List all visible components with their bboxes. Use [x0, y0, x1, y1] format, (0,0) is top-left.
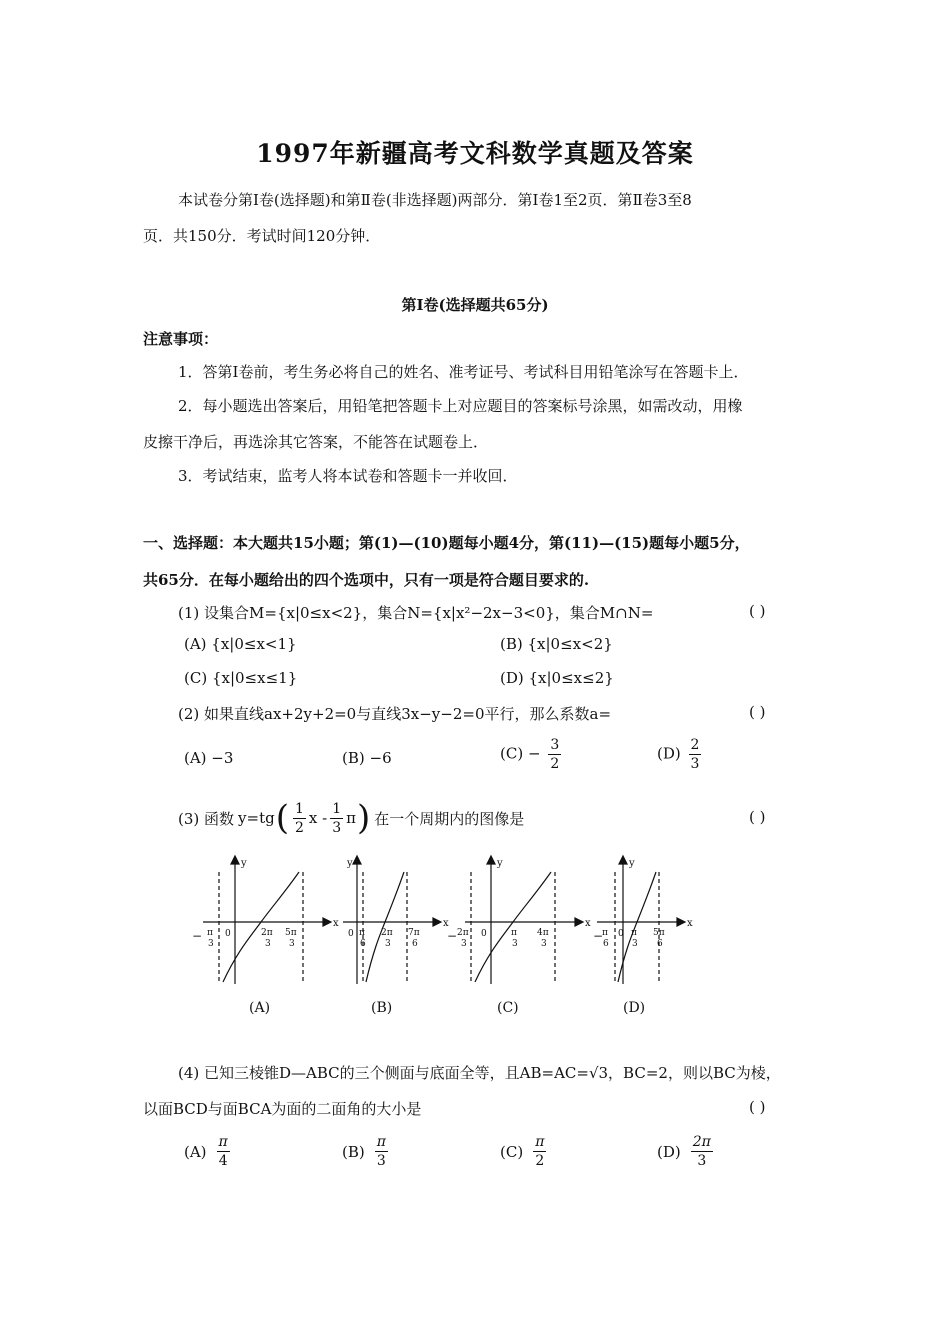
q2-option-c-fraction — [548, 738, 561, 771]
q2-option-d-label: (D) — [657, 744, 681, 763]
section1-line-1: 一、选择题：本大题共15小题；第(1)—(10)题每小题4分，第(11)—(15)题每小题5分， — [143, 534, 750, 552]
q3-graphs — [185, 852, 705, 1022]
page-title: 1997年新疆高考文科数学真题及答案 — [256, 139, 694, 168]
fraction-numerator: π — [376, 1134, 386, 1150]
intro-line-1: 本试卷分第Ⅰ卷(选择题)和第Ⅱ卷(非选择题)两部分．第Ⅰ卷1至2页．第Ⅱ卷3至8 — [178, 191, 692, 209]
tick-b-2-den: 3 — [385, 939, 391, 949]
graph-c-x-label: x — [585, 918, 591, 929]
graph-d-caption: (D) — [623, 1000, 646, 1016]
fraction-numerator: π — [535, 1134, 545, 1150]
fraction-denominator: 3 — [332, 819, 342, 836]
q3-fraction-2 — [330, 802, 343, 835]
q4-answer-paren: ( ) — [749, 1098, 766, 1116]
fraction-numerator: 3 — [550, 737, 560, 753]
q2-option-d-fraction — [689, 738, 702, 771]
notice-item-3: 3．考试结束，监考人将本试卷和答题卡一并收回． — [178, 467, 518, 485]
fraction-numerator: π — [218, 1134, 228, 1150]
tick-d-1-num: π — [602, 928, 608, 938]
q4-option-d-fraction — [691, 1135, 713, 1168]
q4-line-1: (4) 已知三棱锥D—ABC的三个侧面与底面全等，且AB=AC=√3，BC=2，则以BC为棱， — [178, 1064, 781, 1082]
fraction-denominator: 2 — [294, 819, 304, 836]
tick-b-zero: 0 — [348, 929, 354, 939]
q2-option-c — [500, 738, 564, 771]
tick-c-1-den: 3 — [461, 939, 467, 949]
tick-c-3-den: 3 — [541, 939, 547, 949]
tick-c-3-num: 4π — [537, 928, 549, 938]
q4-option-c — [500, 1135, 549, 1168]
q3-mid: x - — [308, 809, 328, 827]
tick-a-1-den: 3 — [208, 939, 214, 949]
graph-c-caption: (C) — [497, 1000, 519, 1016]
tick-c-2-den: 3 — [512, 939, 518, 949]
tick-a-3-den: 3 — [289, 939, 295, 949]
fraction-denominator: 3 — [690, 756, 700, 772]
notice-item-1: 1．答第Ⅰ卷前，考生务必将自己的姓名、准考证号、考试科目用铅笔涂写在答题卡上． — [178, 363, 749, 381]
tick-d-2-num: π — [631, 928, 637, 938]
q4-option-a-fraction — [217, 1135, 230, 1168]
q4-option-d — [657, 1135, 716, 1168]
q4-option-c-label: (C) — [500, 1142, 524, 1161]
q4-option-b-fraction — [375, 1135, 388, 1168]
fraction-denominator: 3 — [697, 1153, 707, 1169]
x-axis-arrow — [433, 918, 441, 926]
tick-c-1-num: 2π — [457, 928, 469, 938]
q2-option-c-label: (C) − — [500, 744, 541, 763]
q3-tail: 在一个周期内的图像是 — [374, 809, 525, 828]
q1-option-c: (C) {x|0≤x≤1} — [184, 669, 298, 687]
q1-stem: (1) 设集合M={x|0≤x<2}，集合N={x|x²−2x−3<0}，集合M∩N= — [178, 604, 654, 622]
x-axis-arrow — [575, 918, 583, 926]
fraction-denominator: 4 — [218, 1153, 228, 1169]
y-axis-arrow — [231, 856, 239, 864]
graph-a-x-label: x — [333, 918, 339, 929]
graph-d — [597, 856, 685, 984]
x-axis-arrow — [323, 918, 331, 926]
q1-option-d: (D) {x|0≤x≤2} — [500, 669, 614, 687]
graph-b-x-label: x — [443, 918, 449, 929]
tangent-curve — [618, 872, 656, 982]
tick-d-1-den: 6 — [603, 939, 609, 949]
fraction-denominator: 2 — [550, 756, 560, 772]
q4-option-b-label: (B) — [342, 1142, 365, 1161]
q4-option-c-fraction — [533, 1135, 546, 1168]
notice-item-2-line-1: 2．每小题选出答案后，用铅笔把答题卡上对应题目的答案标号涂黑，如需改动，用橡 — [178, 397, 743, 415]
tick-d-3-num: 5π — [653, 928, 665, 938]
q1-option-b: (B) {x|0≤x<2} — [500, 635, 613, 653]
q1-answer-paren: ( ) — [749, 602, 766, 620]
q2-answer-paren: ( ) — [749, 703, 766, 721]
q3-fraction-1 — [293, 802, 306, 835]
tick-a-zero: 0 — [225, 929, 231, 939]
graph-a — [203, 856, 331, 984]
q3-pi: π — [346, 809, 356, 827]
notice-heading: 注意事项： — [143, 330, 219, 348]
graph-b — [343, 856, 441, 984]
y-axis-arrow — [487, 856, 495, 864]
tick-b-2-num: 2π — [381, 928, 393, 938]
q2-option-a: (A) −3 — [184, 749, 234, 767]
section1-line-2: 共65分．在每小题给出的四个选项中，只有一项是符合题目要求的. — [143, 571, 590, 589]
tick-c-zero: 0 — [481, 929, 487, 939]
intro-line-2: 页．共150分．考试时间120分钟． — [143, 227, 381, 245]
q2-option-b: (B) −6 — [342, 749, 392, 767]
tangent-curve — [223, 872, 299, 982]
q3-answer-paren: ( ) — [749, 808, 766, 826]
left-paren: ( — [275, 798, 289, 838]
graph-c-y-label: y — [497, 858, 503, 869]
tick-d-3-den: 6 — [657, 939, 663, 949]
fraction-denominator: 3 — [376, 1153, 386, 1169]
q4-option-a-label: (A) — [184, 1142, 207, 1161]
q1-option-a: (A) {x|0≤x<1} — [184, 635, 297, 653]
tick-b-3-den: 6 — [412, 939, 418, 949]
q2-option-d — [657, 738, 704, 771]
q3-stem — [178, 798, 524, 838]
right-paren: ) — [356, 798, 371, 838]
tick-minus-sign: − — [447, 929, 458, 943]
notice-item-2-line-2: 皮擦干净后，再选涂其它答案，不能答在试题卷上． — [143, 433, 489, 451]
graph-d-y-label: y — [629, 858, 635, 869]
fraction-denominator: 2 — [535, 1153, 545, 1169]
part1-heading: 第Ⅰ卷(选择题共65分) — [401, 296, 549, 314]
q3-label: (3) 函数 — [178, 809, 235, 828]
tick-minus-sign: − — [593, 929, 604, 943]
tick-a-2-num: 2π — [261, 928, 273, 938]
y-axis-arrow — [353, 856, 361, 864]
tangent-curve — [475, 872, 551, 982]
tick-b-3-num: 7π — [408, 928, 420, 938]
q4-option-b — [342, 1135, 391, 1168]
q3-func: y=tg — [238, 809, 275, 827]
x-axis-arrow — [677, 918, 685, 926]
graph-a-y-label: y — [241, 858, 247, 869]
fraction-numerator: 2π — [692, 1134, 711, 1150]
graph-a-caption: (A) — [249, 1000, 271, 1016]
q2-stem: (2) 如果直线ax+2y+2=0与直线3x−y−2=0平行，那么系数a= — [178, 705, 612, 723]
tick-b-1-den: 6 — [360, 939, 366, 949]
graph-b-y-label: y — [347, 858, 353, 869]
tick-d-2-den: 3 — [632, 939, 638, 949]
fraction-numerator: 1 — [332, 800, 342, 817]
tangent-curve — [366, 872, 404, 982]
tick-a-2-den: 3 — [265, 939, 271, 949]
tick-b-1-num: π — [359, 928, 365, 938]
q4-option-d-label: (D) — [657, 1142, 681, 1161]
tick-minus-sign: − — [192, 929, 203, 943]
tick-a-3-num: 5π — [285, 928, 297, 938]
y-axis-arrow — [619, 856, 627, 864]
graph-b-caption: (B) — [371, 1000, 393, 1016]
graph-c — [465, 856, 583, 984]
q4-option-a — [184, 1135, 233, 1168]
fraction-numerator: 2 — [690, 737, 700, 753]
graph-d-x-label: x — [687, 918, 693, 929]
tick-d-zero: 0 — [618, 929, 624, 939]
tick-c-2-num: π — [511, 928, 517, 938]
tick-a-1-num: π — [207, 928, 213, 938]
q4-line-2: 以面BCD与面BCA为面的二面角的大小是 — [143, 1100, 422, 1118]
fraction-numerator: 1 — [294, 800, 304, 817]
